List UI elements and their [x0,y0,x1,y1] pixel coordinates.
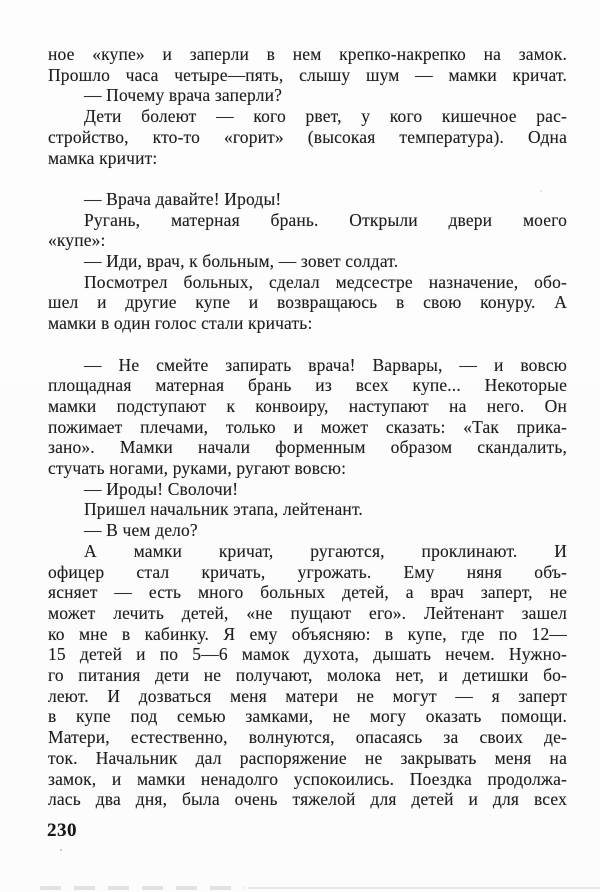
body-text [48,44,567,810]
scan-edge-dashes [40,886,245,890]
text-line: Прошло часа четыре—пять, слышу шум — мамки кричат. [48,64,567,85]
text-line: — Почему врача заперли? [84,85,283,106]
text-line: — Ироды! Сволочи! [84,478,239,499]
text-line: стройство, кто-то «горит» (высокая температура). Одна [48,126,567,147]
text-line: Дети болеют — кого рвет, у кого кишечное рас- [84,106,567,127]
text-line: ко мне в кабинку. Я ему объясняю: в купе, где по 12— [48,623,567,644]
text-line: стучать ногами, руками, ругают вовсю: [48,458,347,479]
text-line: мамки подступают к конвоиру, наступают на него. Он [48,395,567,416]
text-line: Ругань, матерная брань. Открыли двери моего [84,209,567,230]
scan-edge-artifact [0,884,600,892]
text-line: А мамки кричат, ругаются, проклинают. И [84,540,567,561]
text-line: — В чем дело? [84,520,198,541]
text-line: — Врача давайте! Ироды! [84,188,282,209]
text-line: — Не смейте запирать врача! Варвары, — и вовсю [84,354,567,375]
text-line: «купе»: [48,230,106,251]
text-line: офицер стал кричать, угрожать. Ему няня объ- [48,561,567,582]
text-line: ное «купе» и заперли в нем крепко-накрепко на замок. [48,44,567,64]
page-number: 230 [47,820,77,841]
text-line: замок, и мамки ненадолго успокоились. Поездка продолжа- [48,768,567,789]
text-line: Пришел начальник этапа, лейтенант. [84,499,363,520]
text-line: зано». Мамки начали форменным образом скандалить, [48,437,567,458]
text-line: го питания дети не получают, молока нет, и детишки бо- [48,665,567,686]
text-line: Матери, естественно, волнуются, опасаясь за своих де- [48,727,567,748]
text-line: лась два дня, была очень тяжелой для детей и для всех [48,789,567,810]
text-line: мамка кричит: [48,147,158,168]
text-line: мамки в один голос стали кричать: [48,313,313,334]
text-line: пожимает плечами, только и может сказать: «Так прика- [48,416,567,437]
text-line: в купе под семью замками, не могу оказать помощи. [48,706,567,727]
text-line: ток. Начальник дал распоряжение не закрывать меня на [48,747,567,768]
text-line: ясняет — есть много больных детей, а врач заперт, не [48,582,567,603]
text-line: Посмотрел больных, сделал медсестре назначение, обо- [84,271,567,292]
scan-speck [60,849,62,851]
scan-edge-line [248,887,600,890]
text-line: — Иди, врач, к больным, — зовет солдат. [84,251,399,272]
text-line: площадная матерная брань из всех купе... Некоторые [48,375,567,396]
text-line: может лечить детей, «не пущают его». Лейтенант зашел [48,602,567,623]
text-line: леют. И дозваться меня матери не могут — я заперт [48,685,567,706]
scan-speck [540,190,542,192]
text-line: шел и другие купе и возвращаюсь в свою конуру. А [48,292,567,313]
text-line: 15 детей и по 5—6 мамок духота, дышать нечем. Нужно- [48,644,567,665]
